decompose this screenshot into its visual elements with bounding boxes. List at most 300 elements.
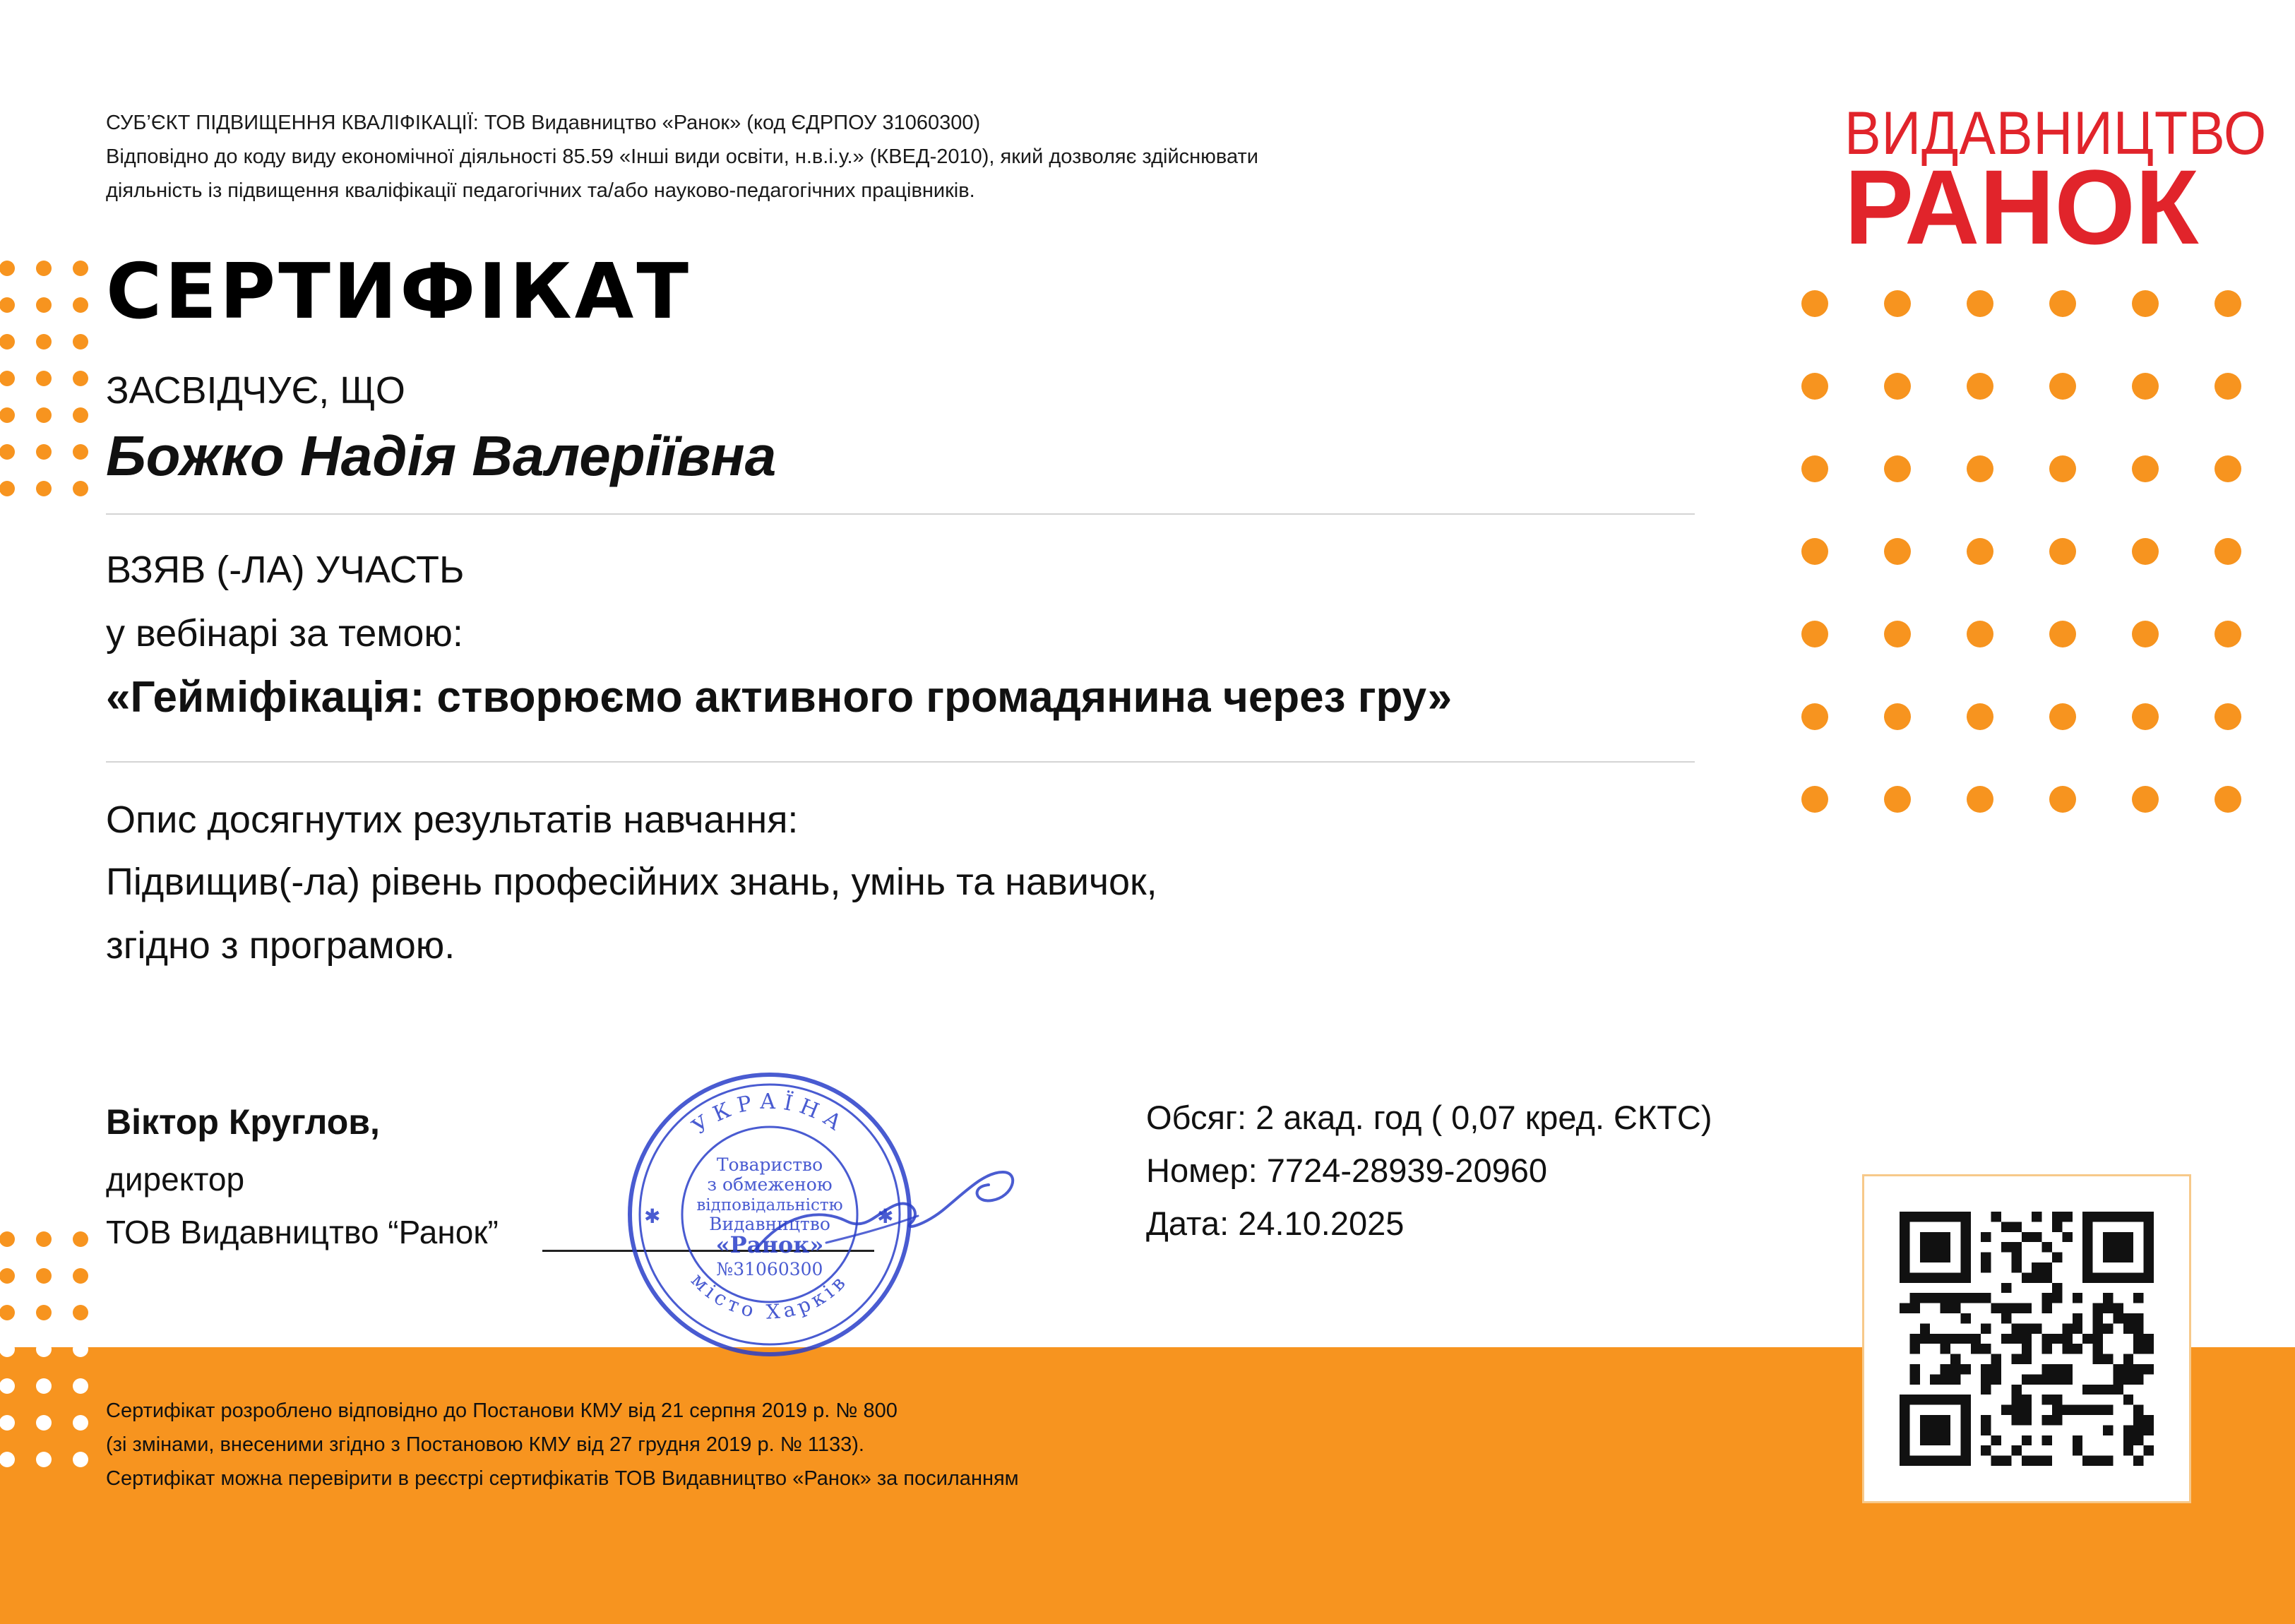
qr-module bbox=[2093, 1303, 2103, 1313]
qr-module bbox=[2133, 1456, 2143, 1466]
qr-module bbox=[2042, 1303, 2052, 1313]
qr-module bbox=[2133, 1313, 2143, 1323]
qr-module bbox=[1960, 1334, 1970, 1344]
decorative-dot bbox=[0, 261, 15, 276]
qr-module bbox=[1991, 1364, 2001, 1374]
qr-module bbox=[1909, 1344, 1919, 1354]
decorative-dot bbox=[1967, 290, 1993, 317]
qr-module bbox=[1981, 1293, 1991, 1303]
decorative-dot bbox=[1884, 703, 1911, 730]
qr-module bbox=[1930, 1374, 1940, 1384]
decorative-dot bbox=[2214, 290, 2241, 317]
qr-module bbox=[2052, 1334, 2062, 1344]
qr-module bbox=[2022, 1272, 2032, 1282]
qr-module bbox=[1930, 1293, 1940, 1303]
qr-module bbox=[2011, 1334, 2021, 1344]
decorative-dot bbox=[1884, 786, 1911, 813]
qr-module bbox=[2042, 1344, 2052, 1354]
divider bbox=[106, 761, 1695, 763]
decorative-dot bbox=[73, 1378, 88, 1394]
decorative-dot bbox=[36, 1415, 52, 1431]
participated-label: ВЗЯВ (-ЛА) УЧАСТЬ bbox=[106, 549, 465, 591]
qr-module bbox=[2103, 1385, 2113, 1395]
decorative-dot bbox=[36, 1342, 52, 1357]
decorative-dot bbox=[0, 444, 15, 460]
qr-module bbox=[2123, 1445, 2133, 1455]
qr-module bbox=[2133, 1293, 2143, 1303]
decorative-dot bbox=[36, 1452, 52, 1467]
qr-module bbox=[2062, 1364, 2072, 1374]
qr-module bbox=[2073, 1445, 2082, 1455]
decorative-dot bbox=[2132, 703, 2159, 730]
qr-module bbox=[1941, 1374, 1950, 1384]
qr-module bbox=[1991, 1212, 2001, 1222]
qr-module bbox=[2052, 1293, 2062, 1303]
issue-date: Дата: 24.10.2025 bbox=[1146, 1205, 1405, 1242]
qr-module bbox=[2001, 1222, 2011, 1231]
qr-module bbox=[2093, 1313, 2103, 1323]
logo-brand-name: РАНОК bbox=[1844, 148, 2199, 266]
qr-module bbox=[2042, 1272, 2052, 1282]
decorative-dot bbox=[36, 481, 52, 496]
decorative-dot bbox=[1967, 621, 1993, 647]
qr-module bbox=[1900, 1303, 1909, 1313]
qr-module bbox=[2001, 1283, 2011, 1293]
qr-module bbox=[2062, 1212, 2072, 1222]
qr-module bbox=[2093, 1334, 2103, 1344]
qr-module bbox=[2144, 1364, 2154, 1374]
qr-module bbox=[2022, 1415, 2032, 1425]
qr-module bbox=[2052, 1405, 2062, 1415]
decorative-dot bbox=[0, 1452, 15, 1467]
decorative-dot bbox=[1801, 703, 1828, 730]
qr-module bbox=[1950, 1354, 1960, 1364]
decorative-dot bbox=[0, 371, 15, 386]
qr-module bbox=[2144, 1415, 2154, 1425]
decorative-dot bbox=[1967, 538, 1993, 565]
results-heading: Опис досягнутих результатів навчання: bbox=[106, 799, 799, 841]
qr-module bbox=[2062, 1405, 2072, 1415]
qr-module bbox=[2103, 1456, 2113, 1466]
qr-module bbox=[2001, 1456, 2011, 1466]
decorative-dot bbox=[73, 1342, 88, 1357]
legal-line: Сертифікат розроблено відповідно до Постанови КМУ від 21 серпня 2019 р. № 800 bbox=[106, 1399, 898, 1422]
attests-label: ЗАСВІДЧУЄ, ЩО bbox=[106, 369, 405, 412]
qr-module bbox=[1909, 1334, 1919, 1344]
qr-module bbox=[2052, 1395, 2062, 1404]
dot-pattern-right bbox=[1780, 282, 2274, 819]
decorative-dot bbox=[36, 1305, 52, 1320]
certificate-title: СЕРТИФІКАТ bbox=[106, 248, 692, 336]
qr-module bbox=[2022, 1374, 2032, 1384]
qr-module bbox=[1909, 1364, 1919, 1374]
qr-module bbox=[2022, 1395, 2032, 1404]
decorative-dot bbox=[2049, 290, 2076, 317]
qr-module bbox=[2011, 1385, 2021, 1395]
qr-module bbox=[2042, 1293, 2052, 1303]
qr-module bbox=[1909, 1293, 1919, 1303]
qr-module bbox=[2082, 1385, 2092, 1395]
stamp-star: ✱ bbox=[644, 1205, 661, 1228]
qr-module bbox=[2022, 1334, 2032, 1344]
decorative-dot bbox=[0, 481, 15, 496]
stamp-inner-line: «Ранок» bbox=[715, 1231, 824, 1258]
decorative-dot bbox=[73, 444, 88, 460]
qr-module bbox=[2001, 1405, 2011, 1415]
decorative-dot bbox=[2132, 621, 2159, 647]
decorative-dot bbox=[0, 1231, 15, 1247]
qr-module bbox=[2103, 1405, 2113, 1415]
qr-module bbox=[1909, 1303, 1919, 1313]
qr-module bbox=[2123, 1313, 2133, 1323]
qr-module bbox=[2082, 1405, 2092, 1415]
results-line: згідно з програмою. bbox=[106, 924, 455, 967]
qr-module bbox=[1991, 1374, 2001, 1384]
results-line: Підвищив(-ла) рівень професійних знань, умінь та навичок, bbox=[106, 861, 1157, 903]
decorative-dot bbox=[1801, 455, 1828, 482]
qr-module bbox=[2032, 1212, 2041, 1222]
qr-module bbox=[2113, 1385, 2123, 1395]
decorative-dot bbox=[36, 444, 52, 460]
decorative-dot bbox=[2132, 455, 2159, 482]
decorative-dot bbox=[1801, 786, 1828, 813]
stamp-inner-line: №31060300 bbox=[716, 1259, 823, 1279]
qr-module bbox=[2011, 1395, 2021, 1404]
qr-module bbox=[2062, 1344, 2072, 1354]
qr-module bbox=[2144, 1445, 2154, 1455]
decorative-dot bbox=[2132, 373, 2159, 400]
qr-module bbox=[2073, 1435, 2082, 1445]
qr-module bbox=[2123, 1364, 2133, 1374]
stamp-top-text: УКРАЇНА bbox=[687, 1089, 852, 1140]
webinar-topic: «Гейміфікація: створюємо активного громадянина через гру» bbox=[106, 673, 1453, 722]
webinar-intro: у вебінарі за темою: bbox=[106, 612, 463, 655]
qr-module bbox=[2042, 1395, 2052, 1404]
qr-module bbox=[1960, 1364, 1970, 1374]
qr-module bbox=[2052, 1212, 2062, 1222]
qr-module bbox=[1920, 1334, 1930, 1344]
decorative-dot bbox=[2049, 455, 2076, 482]
qr-module bbox=[2042, 1415, 2052, 1425]
qr-module bbox=[2052, 1253, 2062, 1262]
qr-module bbox=[2133, 1323, 2143, 1333]
qr-module bbox=[2073, 1405, 2082, 1415]
decorative-dot bbox=[36, 1268, 52, 1284]
qr-module bbox=[1950, 1293, 1960, 1303]
qr-module bbox=[1971, 1334, 1981, 1344]
qr-module bbox=[2032, 1456, 2041, 1466]
qr-module bbox=[2133, 1405, 2143, 1415]
qr-module bbox=[2052, 1364, 2062, 1374]
decorative-dot bbox=[36, 297, 52, 313]
qr-module bbox=[2042, 1364, 2052, 1374]
decorative-dot bbox=[73, 297, 88, 313]
dot-pattern-left-top bbox=[0, 254, 106, 565]
qr-module bbox=[2032, 1323, 2041, 1333]
qr-module bbox=[2123, 1323, 2133, 1333]
decorative-dot bbox=[2132, 786, 2159, 813]
decorative-dot bbox=[2049, 786, 2076, 813]
qr-module bbox=[1981, 1262, 1991, 1272]
qr-module bbox=[1941, 1293, 1950, 1303]
decorative-dot bbox=[1884, 373, 1911, 400]
qr-module bbox=[2042, 1374, 2052, 1384]
qr-module bbox=[2082, 1456, 2092, 1466]
decorative-dot bbox=[36, 1378, 52, 1394]
decorative-dot bbox=[0, 297, 15, 313]
qr-module bbox=[2062, 1232, 2072, 1242]
qr-module bbox=[1981, 1415, 1991, 1425]
qr-module bbox=[2042, 1242, 2052, 1252]
qr-module bbox=[2123, 1395, 2133, 1404]
qr-module bbox=[2011, 1323, 2021, 1333]
decorative-dot bbox=[36, 1231, 52, 1247]
qr-module bbox=[1920, 1232, 1950, 1262]
qr-module bbox=[2022, 1344, 2032, 1354]
decorative-dot bbox=[73, 1415, 88, 1431]
qr-module bbox=[1920, 1293, 1930, 1303]
qr-module bbox=[2032, 1232, 2041, 1242]
qr-module bbox=[1950, 1303, 1960, 1313]
qr-module bbox=[2093, 1323, 2103, 1333]
decorative-dot bbox=[1801, 290, 1828, 317]
qr-module bbox=[2042, 1334, 2052, 1344]
qr-module bbox=[2011, 1222, 2021, 1231]
decorative-dot bbox=[0, 407, 15, 423]
decorative-dot bbox=[73, 334, 88, 350]
decorative-dot bbox=[2214, 786, 2241, 813]
qr-module bbox=[2042, 1435, 2052, 1445]
qr-module bbox=[2103, 1425, 2113, 1435]
qr-module bbox=[2052, 1283, 2062, 1293]
decorative-dot bbox=[2049, 621, 2076, 647]
qr-module bbox=[1971, 1293, 1981, 1303]
qr-module bbox=[1981, 1323, 1991, 1333]
qr-module bbox=[2062, 1374, 2072, 1384]
qr-module bbox=[2052, 1222, 2062, 1231]
stamp-inner-line: Товариство bbox=[716, 1154, 823, 1175]
decorative-dot bbox=[2049, 703, 2076, 730]
decorative-dot bbox=[1801, 373, 1828, 400]
qr-module bbox=[1941, 1364, 1950, 1374]
decorative-dot bbox=[0, 1305, 15, 1320]
decorative-dot bbox=[2214, 621, 2241, 647]
qr-module bbox=[2133, 1344, 2143, 1354]
qr-module bbox=[2144, 1425, 2154, 1435]
qr-module bbox=[2113, 1364, 2123, 1374]
decorative-dot bbox=[73, 1452, 88, 1467]
header-line-activity: діяльність із підвищення кваліфікації педагогічних та/або науково-педагогічних працівників. bbox=[106, 179, 975, 202]
qr-module bbox=[2133, 1334, 2143, 1344]
qr-module bbox=[1991, 1435, 2001, 1445]
decorative-dot bbox=[2049, 373, 2076, 400]
decorative-dot bbox=[1884, 538, 1911, 565]
qr-module bbox=[2144, 1334, 2154, 1344]
qr-module bbox=[2133, 1415, 2143, 1425]
signatory-name: Віктор Круглов, bbox=[106, 1102, 380, 1142]
qr-module bbox=[2123, 1425, 2133, 1435]
decorative-dot bbox=[73, 1231, 88, 1247]
stamp-inner-line: з обмеженою bbox=[707, 1174, 833, 1195]
qr-module bbox=[2093, 1385, 2103, 1395]
divider bbox=[106, 513, 1695, 515]
decorative-dot bbox=[0, 1415, 15, 1431]
decorative-dot bbox=[2049, 538, 2076, 565]
logo-publisher-word: ВИДАВНИЦТВО bbox=[1844, 100, 2267, 167]
qr-module bbox=[1991, 1456, 2001, 1466]
dot-pattern-left-bottom bbox=[0, 1225, 106, 1536]
decorative-dot bbox=[0, 334, 15, 350]
decorative-dot bbox=[1801, 621, 1828, 647]
qr-module bbox=[2011, 1303, 2021, 1313]
qr-module bbox=[1991, 1303, 2001, 1313]
decorative-dot bbox=[1801, 538, 1828, 565]
qr-module bbox=[2123, 1435, 2133, 1445]
qr-module bbox=[2011, 1242, 2021, 1252]
qr-module bbox=[1981, 1364, 1991, 1374]
decorative-dot bbox=[73, 481, 88, 496]
stamp-star: ✱ bbox=[877, 1205, 894, 1228]
qr-module bbox=[1941, 1303, 1950, 1313]
qr-module bbox=[2113, 1303, 2123, 1313]
qr-module bbox=[2093, 1344, 2103, 1354]
qr-module bbox=[2113, 1313, 2123, 1323]
decorative-dot bbox=[1967, 703, 1993, 730]
qr-code-icon bbox=[1900, 1212, 2154, 1466]
qr-module bbox=[2052, 1415, 2062, 1425]
decorative-dot bbox=[1884, 290, 1911, 317]
qr-module bbox=[2123, 1374, 2133, 1384]
qr-module bbox=[2103, 1232, 2133, 1262]
qr-module bbox=[2011, 1354, 2021, 1364]
signatory-organization: ТОВ Видавництво “Ранок” bbox=[106, 1214, 499, 1250]
qr-module bbox=[1920, 1415, 1950, 1445]
decorative-dot bbox=[36, 371, 52, 386]
qr-module bbox=[2103, 1354, 2113, 1364]
qr-module bbox=[2093, 1354, 2103, 1364]
signatory-position: директор bbox=[106, 1161, 245, 1198]
qr-module bbox=[2073, 1293, 2082, 1303]
qr-module bbox=[2073, 1313, 2082, 1323]
decorative-dot bbox=[2214, 455, 2241, 482]
qr-module bbox=[2001, 1242, 2011, 1252]
decorative-dot bbox=[36, 407, 52, 423]
qr-module bbox=[1941, 1334, 1950, 1344]
qr-module bbox=[2032, 1272, 2041, 1282]
decorative-dot bbox=[1967, 455, 1993, 482]
qr-module bbox=[2042, 1262, 2052, 1272]
qr-module bbox=[1960, 1293, 1970, 1303]
qr-module bbox=[2022, 1354, 2032, 1364]
qr-module bbox=[2011, 1405, 2021, 1415]
qr-module bbox=[1981, 1425, 1991, 1435]
qr-module bbox=[2133, 1425, 2143, 1435]
qr-module bbox=[1920, 1323, 1930, 1333]
qr-module bbox=[2022, 1456, 2032, 1466]
qr-module bbox=[2113, 1374, 2123, 1384]
recipient-name: Божко Надія Валеріївна bbox=[106, 424, 777, 487]
decorative-dot bbox=[2214, 703, 2241, 730]
qr-module bbox=[2073, 1323, 2082, 1333]
qr-module bbox=[2011, 1415, 2021, 1425]
qr-module bbox=[2082, 1334, 2092, 1344]
qr-module bbox=[1981, 1385, 1991, 1395]
decorative-dot bbox=[73, 261, 88, 276]
qr-module bbox=[2001, 1313, 2011, 1323]
qr-module bbox=[1991, 1354, 2001, 1364]
decorative-dot bbox=[36, 334, 52, 350]
legal-line: Сертифікат можна перевірити в реєстрі сертифікатів ТОВ Видавництво «Ранок» за посиланням bbox=[106, 1467, 1019, 1490]
decorative-dot bbox=[73, 1305, 88, 1320]
legal-line: (зі змінами, внесеними згідно з Постановою КМУ від 27 грудня 2019 р. № 1133). bbox=[106, 1433, 864, 1456]
header-line-provider: СУБ’ЄКТ ПІДВИЩЕННЯ КВАЛІФІКАЦІЇ: ТОВ Видавництво «Ранок» (код ЄДРПОУ 31060300) bbox=[106, 112, 981, 134]
decorative-dot bbox=[1967, 786, 1993, 813]
qr-module bbox=[2011, 1253, 2021, 1262]
verification-qr-code[interactable] bbox=[1862, 1174, 2191, 1503]
header-line-kved: Відповідно до коду виду економічної діяльності 85.59 «Інші види освіти, н.в.і.у.» (КВЕД-2010), який дозволяє здійснювати bbox=[106, 145, 1258, 168]
stamp-bottom-text: місто Харків bbox=[686, 1268, 853, 1324]
decorative-dot bbox=[0, 1268, 15, 1284]
qr-module bbox=[1981, 1253, 1991, 1262]
qr-module bbox=[1930, 1334, 1940, 1344]
qr-module bbox=[2022, 1303, 2032, 1313]
decorative-dot bbox=[2132, 538, 2159, 565]
qr-module bbox=[1981, 1445, 1991, 1455]
qr-module bbox=[2133, 1364, 2143, 1374]
qr-module bbox=[2022, 1232, 2032, 1242]
decorative-dot bbox=[1884, 621, 1911, 647]
qr-module bbox=[1960, 1313, 1970, 1323]
qr-module bbox=[1950, 1364, 1960, 1374]
director-signature bbox=[741, 1130, 1038, 1285]
qr-module bbox=[2093, 1405, 2103, 1415]
qr-module bbox=[1981, 1374, 1991, 1384]
qr-module bbox=[1981, 1344, 1991, 1354]
decorative-dot bbox=[1967, 373, 1993, 400]
qr-module bbox=[2103, 1303, 2113, 1313]
qr-module bbox=[2011, 1445, 2021, 1455]
qr-module bbox=[2022, 1405, 2032, 1415]
stamp-inner-line: відповідальністю bbox=[696, 1196, 843, 1214]
decorative-dot bbox=[0, 1378, 15, 1394]
qr-module bbox=[2001, 1303, 2011, 1313]
certificate-number: Номер: 7724-28939-20960 bbox=[1146, 1152, 1548, 1189]
qr-module bbox=[2133, 1374, 2143, 1384]
qr-module bbox=[2133, 1435, 2143, 1445]
qr-module bbox=[2144, 1344, 2154, 1354]
decorative-dot bbox=[73, 371, 88, 386]
qr-module bbox=[2022, 1323, 2032, 1333]
qr-module bbox=[2042, 1456, 2052, 1466]
qr-module bbox=[2001, 1334, 2011, 1344]
qr-module bbox=[2062, 1334, 2072, 1344]
decorative-dot bbox=[36, 261, 52, 276]
decorative-dot bbox=[1884, 455, 1911, 482]
qr-module bbox=[2062, 1323, 2072, 1333]
qr-module bbox=[2011, 1262, 2021, 1272]
qr-module bbox=[1981, 1232, 1991, 1242]
decorative-dot bbox=[2214, 538, 2241, 565]
qr-module bbox=[1941, 1344, 1950, 1354]
qr-module bbox=[2093, 1456, 2103, 1466]
decorative-dot bbox=[2214, 373, 2241, 400]
decorative-dot bbox=[2132, 290, 2159, 317]
qr-module bbox=[1909, 1374, 1919, 1384]
qr-module bbox=[2032, 1262, 2041, 1272]
decorative-dot bbox=[0, 1342, 15, 1357]
qr-module bbox=[2052, 1374, 2062, 1384]
stamp-inner-line: Видавництво bbox=[709, 1214, 830, 1234]
